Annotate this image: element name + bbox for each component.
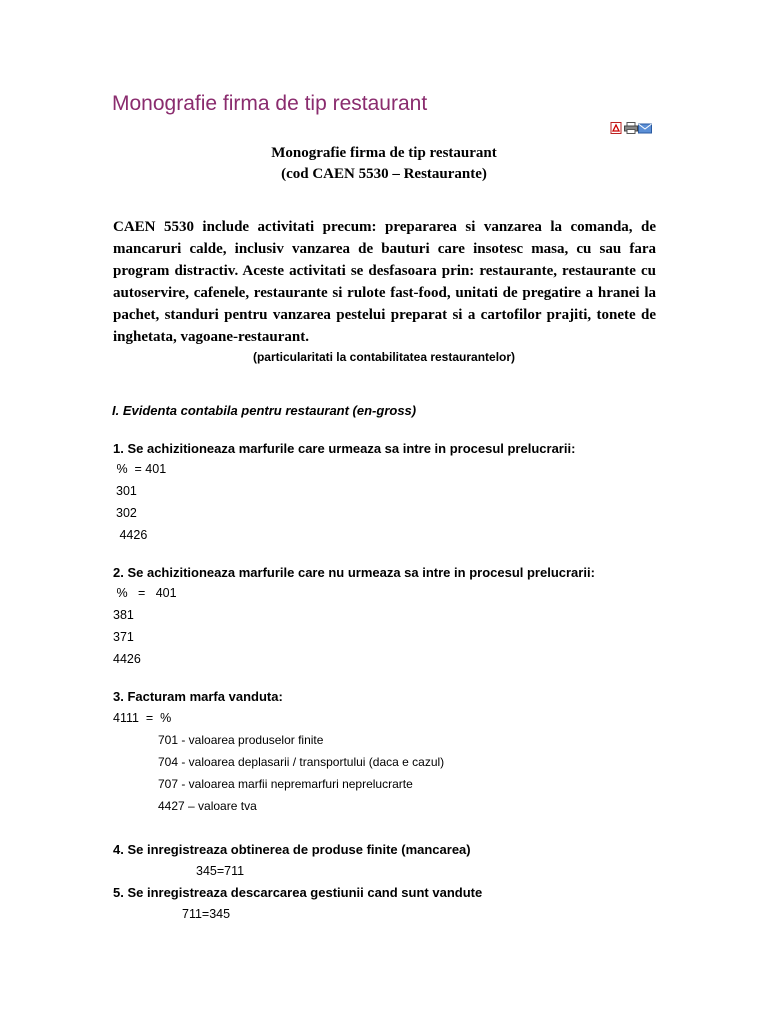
note-text: (particularitati la contabilitatea restaurantelor) [252,350,516,364]
intro-line: pachet, standuri pentru vanzarea pestelui preparat si a cartofilor prajiti, tonete de [113,307,656,323]
email-icon[interactable] [638,121,650,133]
step-1-line: % = 401 [113,462,167,476]
step-2-line: 371 [113,630,134,644]
intro-paragraph [113,216,656,348]
step-2-line: 381 [113,608,134,622]
step-4-title: 4. Se inregistreaza obtinerea de produse finite (mancarea) [113,842,471,857]
step-3-title: 3. Facturam marfa vanduta: [113,689,283,704]
step-2-line: 4426 [113,652,141,666]
intro-line: inghetata, vagoane-restaurant. [113,329,309,345]
pdf-icon[interactable] [610,121,622,133]
step-3-line: 704 - valoarea deplasarii / transportului (daca e cazul) [158,755,445,769]
step-1-title: 1. Se achizitioneaza marfurile care urmeaza sa intre in procesul prelucrarii: [113,441,576,456]
step-2-line: % = 401 [113,586,177,600]
intro-line: CAEN 5530 include activitati precum: prepararea si vanzarea la comanda, de [113,219,656,235]
step-1-line: 302 [116,506,137,520]
step-4-line: 345=711 [196,864,245,878]
page-title: Monografie firma de tip restaurant [112,92,428,115]
step-5-line: 711=345 [182,907,231,921]
step-1-line: 4426 [116,528,148,542]
document-actions [610,121,650,133]
print-icon[interactable] [624,121,636,133]
step-5-title: 5. Se inregistreaza descarcarea gestiunii cand sunt vandute [113,885,483,900]
step-2-title: 2. Se achizitioneaza marfurile care nu urmeaza sa intre in procesul prelucrarii: [113,565,595,580]
intro-line: program distractiv. Aceste activitati se desfasoara prin: restaurante, restaurante cu [113,263,656,279]
step-3-line: 707 - valoarea marfii nepremarfuri neprelucrarte [158,777,413,791]
intro-line: autoservire, cafenele, restaurante si rulote fast-food, unitati de pregatire a hranei la [113,285,656,301]
step-3-line: 701 - valoarea produselor finite [158,733,324,747]
intro-line: mancaruri calde, inclusiv vanzarea de bauturi care insotesc masa, cu sau fara [113,241,656,257]
step-3-line: 4427 – valoare tva [158,799,257,813]
section-title: I. Evidenta contabila pentru restaurant (en-gross) [112,403,417,418]
document-heading: Monografie firma de tip restaurant [271,145,497,161]
step-1-line: 301 [116,484,137,498]
document-subheading: (cod CAEN 5530 – Restaurante) [281,166,487,182]
step-3-head: 4111 = % [113,711,172,725]
